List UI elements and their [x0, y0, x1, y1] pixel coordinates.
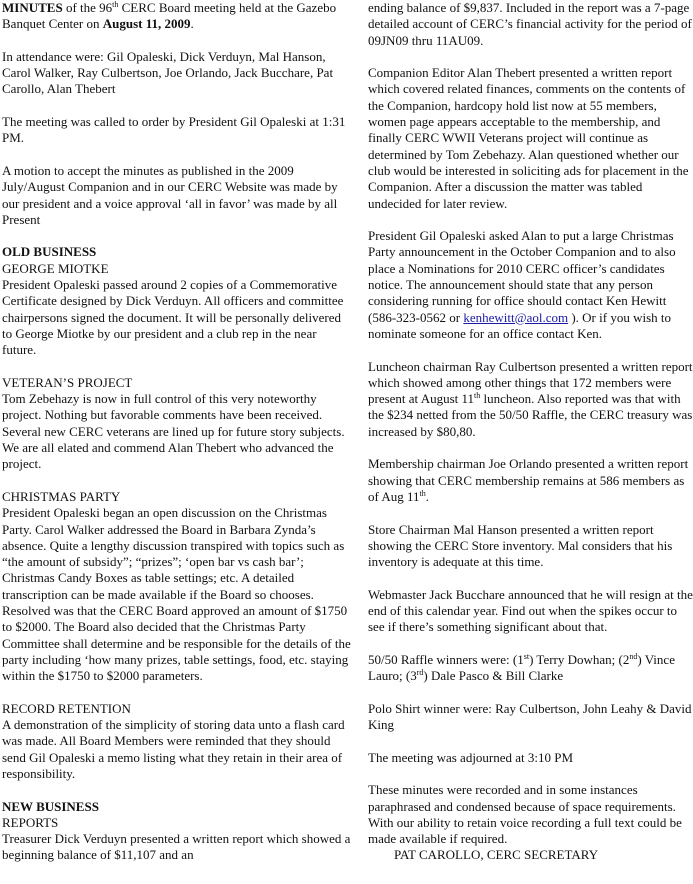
text-run: ). Or if you wish to nominate someone for an office contact Ken.	[368, 309, 671, 341]
text-run: 50/50 Raffle winners were: (1	[368, 651, 524, 667]
ordinal-suffix: rd	[416, 668, 424, 678]
text-run: luncheon. Also reported was that with the $234 netted from the 50/50 Raffle, the CERC treasury was increased by $80,80.	[368, 391, 693, 439]
text-run: President Opaleski began an open discussion on the Christmas Party. Carol Walker addressed the Board in Barbara Zynda’s absence. Quite a lengthy discussion transpired with topics such as “the amount of subsidy”; “prizes”; ‘open bar vs cash bar’; Christmas Candy Boxes as table settings; etc. A detailed transcription can be made available if the Board so chooses. Resolved was that the CERC Board approved an amount of $1750 to $2000. The Board also decided that the Christmas Party Committee shall determine and be responsible for the details of the party including ‘how many prizes, table settings, food, etc. staying within the $1750 to $2000 parameters.	[2, 505, 351, 684]
ordinal-suffix: nd	[629, 651, 638, 661]
text-run: PAT CAROLLO, CERC SECRETARY	[394, 847, 599, 863]
text-run: of the 96	[62, 0, 113, 15]
text-run: CERC Board meeting held at the Gazebo Banquet Center on	[2, 0, 337, 32]
text-run: A motion to accept the minutes as published in the 2009 July/August Companion and in our CERC Website was made by our president and a voice approval ‘all in favor’ was made by all Present	[2, 162, 338, 227]
text-run: These minutes were recorded and in some instances paraphrased and condensed because of space requirements. With our ability to retain voice recording a full text could be made available if required.	[368, 782, 682, 847]
text-run: CHRISTMAS PARTY	[2, 488, 121, 504]
text-run: Treasurer Dick Verduyn presented a written report which showed a beginning balance of $11,107 and an	[2, 831, 351, 863]
christmas-paragraph	[2, 505, 352, 684]
text-run: President Opaleski passed around 2 copies of a Commemorative Certificate designed by Dick Verduyn. All officers and committee chairpersons signed the document. It will be personally delivered to George Miotke by our president and a club rep in the near future.	[2, 277, 344, 358]
section-heading	[2, 799, 352, 815]
treasurer-continued-paragraph	[368, 0, 693, 49]
text-run: Webmaster Jack Bucchare announced that he will resign at the end of this calendar year. Find out when the spikes occur to see if there’s something significant about that.	[368, 586, 693, 635]
subheading	[2, 815, 352, 831]
christmas-announcement-paragraph	[368, 228, 693, 342]
text-run: Store Chairman Mal Hanson presented a written report showing the CERC Store inventory. Mal considers that his inventory is adequate at this time.	[368, 521, 673, 570]
ordinal-suffix: th	[112, 0, 119, 9]
bold-text: NEW BUSINESS	[2, 798, 99, 814]
disclaimer-paragraph	[368, 782, 693, 847]
ordinal-suffix: th	[419, 488, 426, 498]
subheading	[2, 701, 352, 717]
bold-text: MINUTES	[2, 0, 63, 15]
subheading	[2, 261, 352, 277]
text-run: Polo Shirt winner were: Ray Culbertson, John Leahy & David King	[368, 700, 692, 733]
text-run: Luncheon chairman Ray Culbertson presented a written report which showed among other things that 172 members were present at August 11	[368, 358, 693, 407]
veterans-paragraph	[2, 391, 352, 472]
attendance-paragraph	[2, 49, 352, 98]
treasurer-paragraph	[2, 831, 352, 864]
text-run: The meeting was adjourned at 3:10 PM	[368, 749, 574, 765]
webmaster-paragraph	[368, 587, 693, 636]
luncheon-paragraph	[368, 359, 693, 440]
retention-paragraph	[2, 717, 352, 782]
call-to-order-paragraph	[2, 114, 352, 147]
left-column	[2, 0, 352, 864]
text-run: ) Dale Pasco & Bill Clarke	[423, 668, 564, 684]
polo-paragraph	[368, 701, 693, 734]
text-run: ) Vince Lauro; (3	[368, 651, 675, 684]
bold-text: August 11, 2009	[102, 16, 191, 32]
store-paragraph	[368, 522, 693, 571]
email-link[interactable]: kenhewitt@aol.com	[463, 309, 569, 325]
text-run: The meeting was called to order by President Gil Opaleski at 1:31 PM.	[2, 114, 346, 146]
text-run: VETERAN’S PROJECT	[2, 374, 133, 390]
right-column	[368, 0, 693, 864]
text-run: Companion Editor Alan Thebert presented a written report which covered related finances, comments on the contents of the Companion, hardcopy hold list now at 55 members, women page appears acceptable to the membership, and finally CERC WWII Veterans project will continue as determined by Tom Zebehazy. Alan questioned whether our club would be interested in soliciting ads for placement in the Companion. After a discussion the matter was tabled undecided for later review.	[368, 65, 689, 211]
motion-paragraph	[2, 163, 352, 228]
secretary-signature	[368, 847, 693, 863]
text-run: A demonstration of the simplicity of storing data unto a flash card was made. All Board Members were reminded that they should send Gil Opaleski a memo listing what they retain in their area of responsibility.	[2, 717, 345, 781]
subheading	[2, 375, 352, 391]
adjourned-paragraph	[368, 750, 693, 766]
miotke-paragraph	[2, 277, 352, 358]
section-heading	[2, 244, 352, 260]
text-run: In attendance were: Gil Opaleski, Dick Verduyn, Mal Hanson, Carol Walker, Ray Culbertson, Joe Orlando, Jack Bucchare, Pat Carollo, Alan Thebert	[2, 48, 334, 97]
subheading	[2, 489, 352, 505]
text-run: RECORD RETENTION	[2, 700, 131, 716]
text-run: .	[190, 16, 194, 32]
text-run: Tom Zebehazy is now in full control of this very noteworthy project. Nothing but favorable comments have been received. Several new CERC veterans are lined up for future story subjects. We are all elated and commend Alan Thebert who advanced the project.	[2, 391, 345, 472]
intro-paragraph	[2, 0, 352, 33]
companion-paragraph	[368, 65, 693, 212]
text-run: Membership chairman Joe Orlando presented a written report showing that CERC membership remains at 586 members as of Aug 11	[368, 456, 689, 504]
text-run: ) Terry Dowhan; (2	[529, 651, 630, 667]
ordinal-suffix: th	[474, 391, 481, 401]
text-run: President Gil Opaleski asked Alan to put a large Christmas Party announcement in the October Companion and to also place a Nominations for 2010 CERC officer’s candidates notice. The announcement should state that any person considering running for office should contact Ken Hewitt (586-323-0562 or	[368, 228, 676, 325]
text-run: .	[425, 488, 430, 504]
raffle-paragraph	[368, 652, 693, 685]
text-run: ending balance of $9,837. Included in the report was a 7-page detailed account of CERC’s financial activity for the period of 09JN09 thru 11AU09.	[368, 0, 692, 48]
bold-text: OLD BUSINESS	[2, 244, 97, 260]
membership-paragraph	[368, 456, 693, 505]
text-run: GEORGE MIOTKE	[2, 260, 109, 276]
ordinal-suffix: st	[523, 651, 530, 661]
text-run: REPORTS	[2, 814, 59, 830]
